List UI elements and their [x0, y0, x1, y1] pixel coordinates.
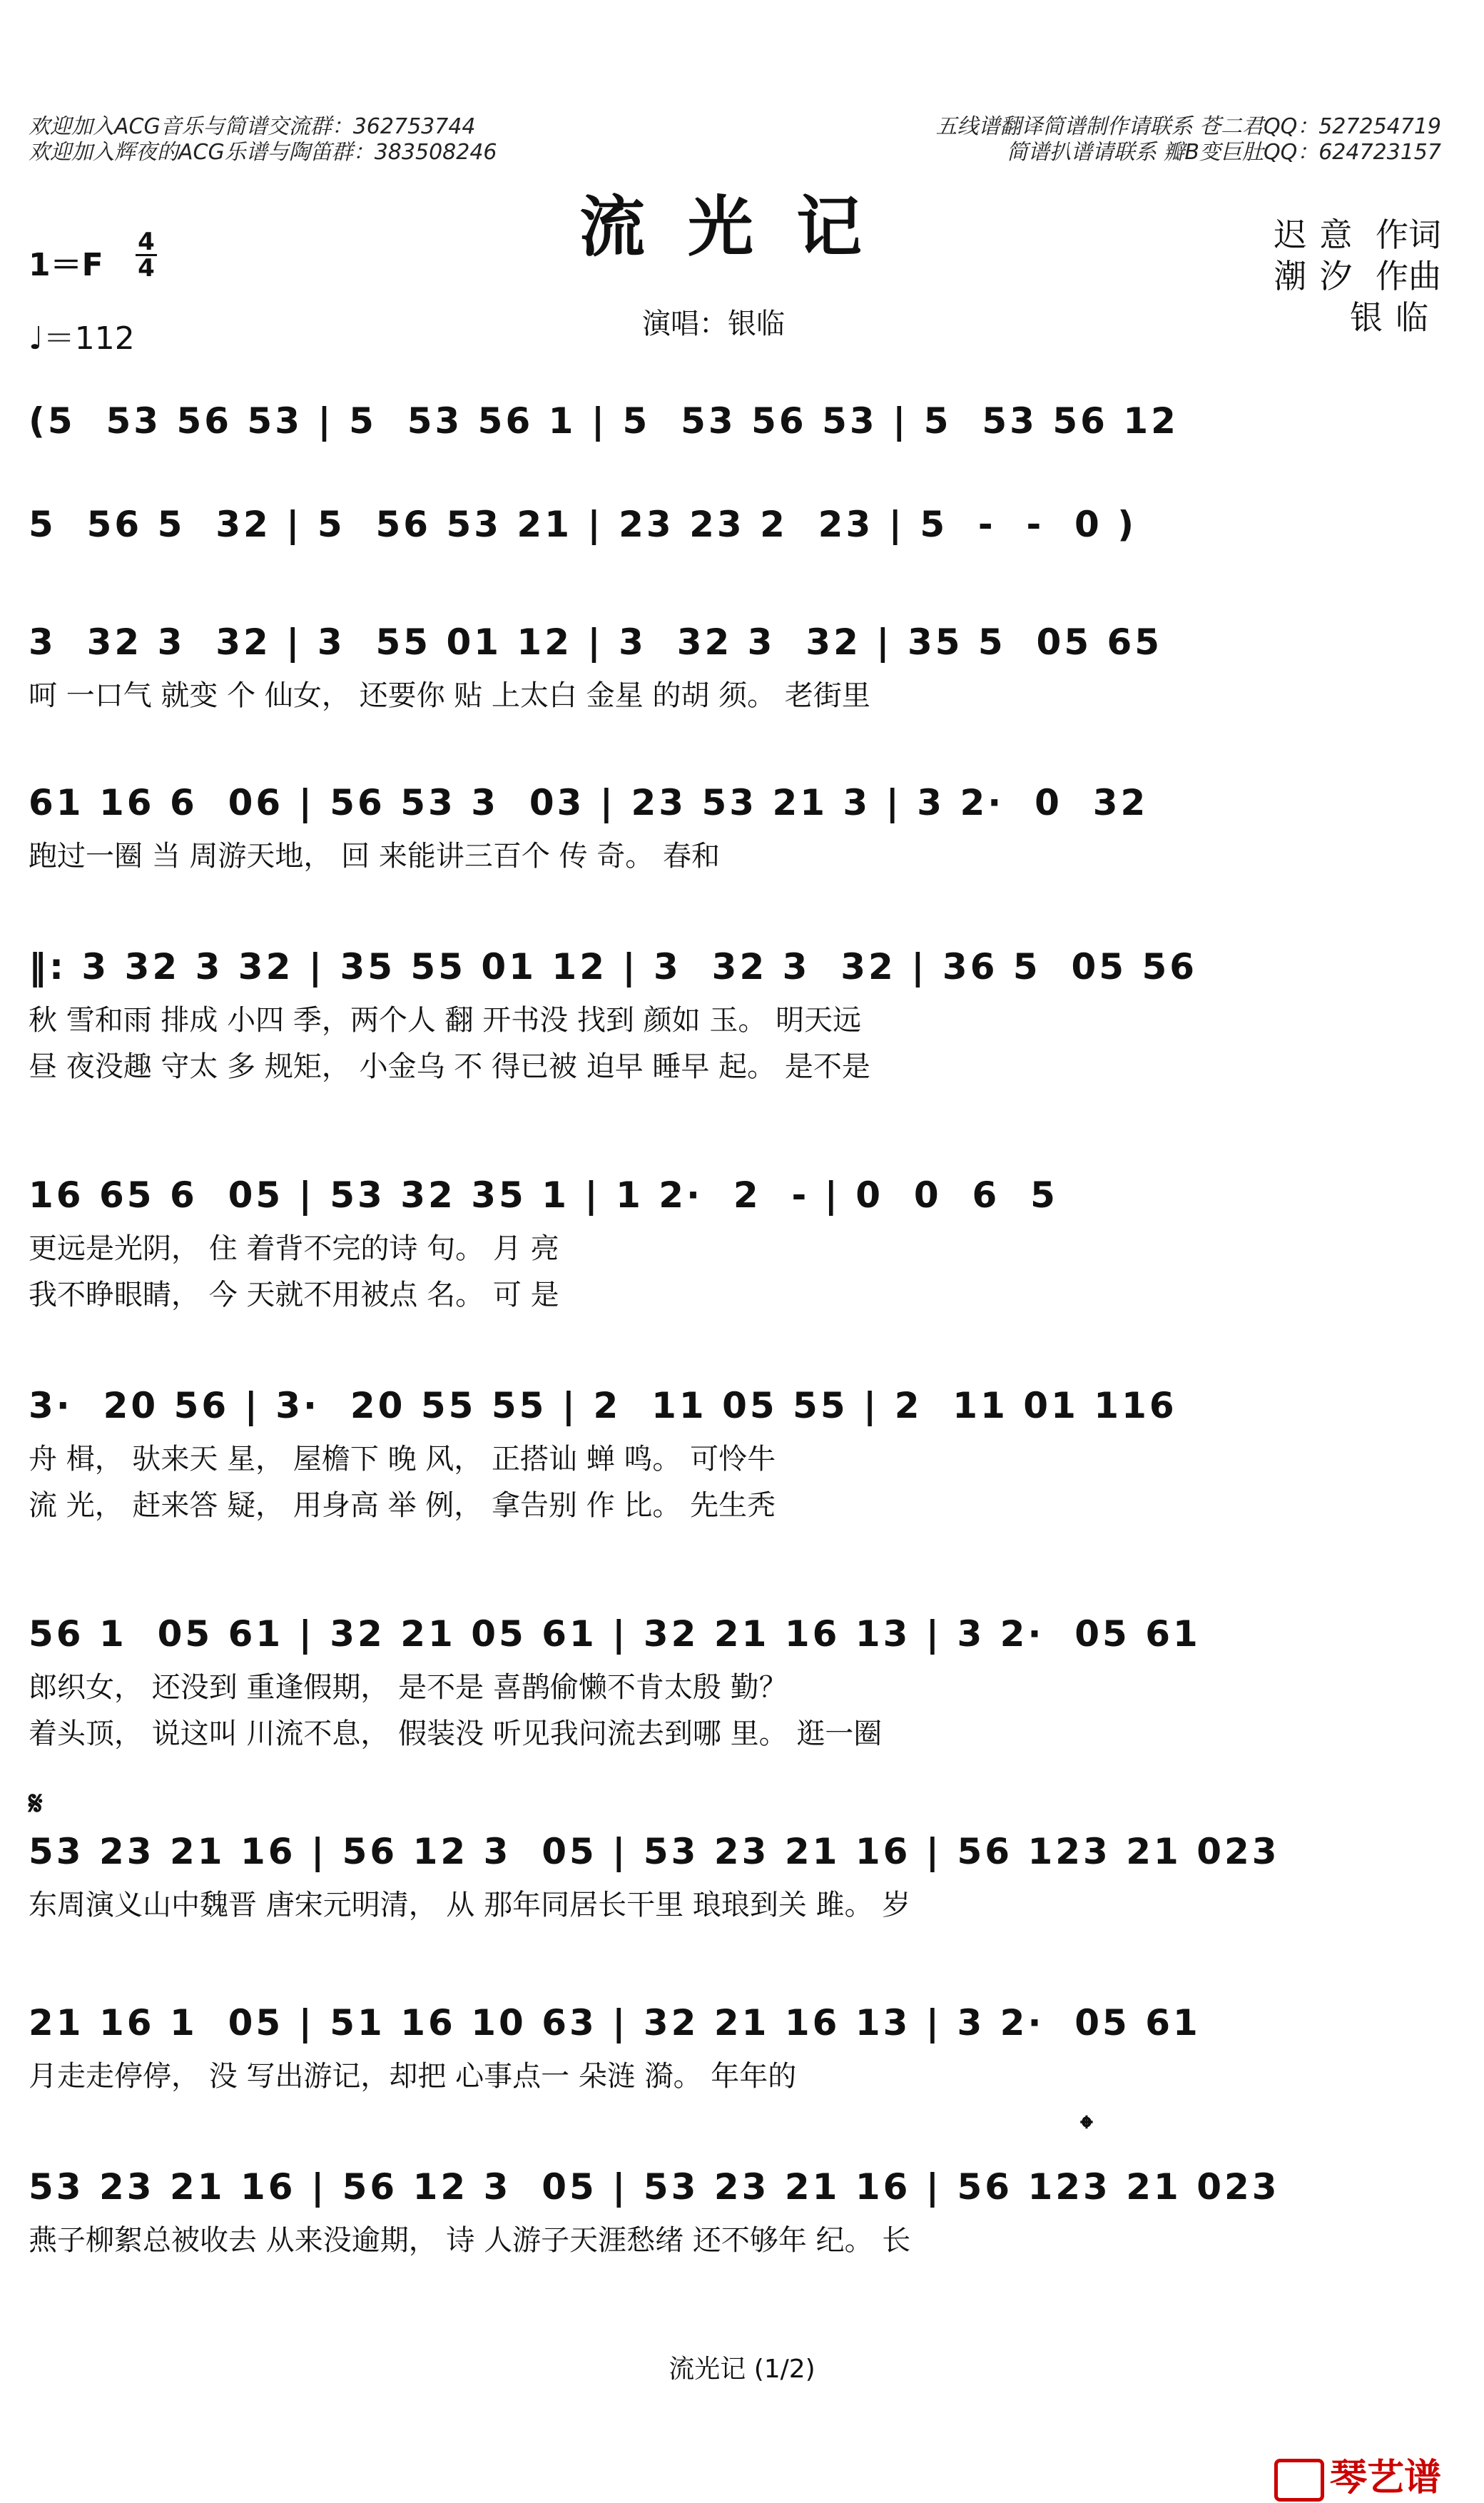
lyric-line-verse-2: 昼 夜没趣 守太 多 规矩， 小金乌 不 得已被 迫早 睡早 起。 是不是	[29, 1050, 870, 1083]
time-sig-top: 4	[138, 228, 155, 256]
lyric-line-verse-1: 舟 楫， 驮来天 星， 屋檐下 晚 风， 正搭讪 蝉 鸣。 可怜牛	[29, 1443, 776, 1476]
header-right-line-1: 五线谱翻译简谱制作请联系 苍二君QQ：527254719	[935, 114, 1441, 139]
lyric-line-verse-1: 东周演义山中魏晋 唐宋元明清， 从 那年同居长干里 琅琅到关 雎。 岁	[29, 1889, 911, 1921]
lyric-line-verse-1: 呵 一口气 就变 个 仙女， 还要你 贴 上太白 金星 的胡 须。 老街里	[29, 679, 870, 712]
singer-credit: 演唱：银临	[642, 308, 785, 340]
coda-icon: 𝄌	[1081, 2108, 1092, 2147]
notation-line: 5 56 5 32 | 5 56 53 21 | 23 23 2 23 | 5 - - 0 )	[29, 504, 1137, 545]
credit-role: 作词	[1376, 215, 1441, 254]
time-signature	[136, 228, 157, 283]
credit-composer	[1274, 255, 1441, 297]
notation-line: 16 65 6 05 | 53 32 35 1 | 1 2· 2 - | 0 0 6 5	[29, 1174, 1058, 1216]
lyric-line-verse-1: 更远是光阴， 住 着背不完的诗 句。 月 亮	[29, 1232, 559, 1265]
header-left-line-1: 欢迎加入ACG音乐与简谱交流群：362753744	[29, 114, 476, 139]
credit-name: 潮汐	[1274, 257, 1366, 295]
credit-lyricist	[1274, 214, 1441, 255]
logo-icon	[1274, 2459, 1324, 2502]
notation-line: 53 23 21 16 | 56 12 3 05 | 53 23 21 16 | 56 123 21 023	[29, 2166, 1280, 2208]
header-left-line-2: 欢迎加入辉夜的ACG乐谱与陶笛群：383508246	[29, 140, 497, 165]
notation-line: 3 32 3 32 | 3 55 01 12 | 3 32 3 32 | 35 5 05 65	[29, 621, 1163, 663]
time-sig-bottom: 4	[136, 254, 157, 280]
segno-icon: 𝄋	[29, 1784, 43, 1822]
lyric-line-verse-2: 我不睁眼睛， 今 天就不用被点 名。 可 是	[29, 1279, 559, 1311]
lyric-line-verse-1: 燕子柳絮总被收去 从来没逾期， 诗 人游子天涯愁绪 还不够年 纪。 长	[29, 2224, 911, 2257]
site-logo	[1274, 2447, 1441, 2502]
credit-composer-2	[1274, 297, 1441, 338]
notation-line: 61 16 6 06 | 56 53 3 03 | 23 53 21 3 | 3 2· 0 32	[29, 782, 1149, 823]
notation-line: (5 53 56 53 | 5 53 56 1 | 5 53 56 53 | 5 53 56 12	[29, 400, 1179, 442]
lyric-line-verse-1: 月走走停停， 没 写出游记，却把 心事点一 朵涟 漪。 年年的	[29, 2060, 797, 2093]
song-title: 流光记	[579, 188, 905, 265]
tempo-marking: ♩＝112	[29, 320, 135, 357]
credit-name: 银临	[1350, 298, 1441, 337]
credit-role: 作曲	[1376, 257, 1441, 295]
key-signature: 1＝F	[29, 247, 103, 283]
lyric-line-verse-1: 跑过一圈 当 周游天地， 回 来能讲三百个 传 奇。 春和	[29, 840, 721, 873]
logo-text: 琴艺谱	[1329, 2457, 1441, 2499]
notation-line: 21 16 1 05 | 51 16 10 63 | 32 21 16 13 | 3 2· 05 61	[29, 2002, 1201, 2043]
header-right-line-2: 简谱扒谱请联系 瓣B变巨肚QQ：624723157	[1006, 140, 1441, 165]
notation-line: 3· 20 56 | 3· 20 55 55 | 2 11 05 55 | 2 11 01 116	[29, 1385, 1177, 1426]
notation-line: 53 23 21 16 | 56 12 3 05 | 53 23 21 16 | 56 123 21 023	[29, 1831, 1280, 1872]
lyric-line-verse-2: 着头顶， 说这叫 川流不息， 假装没 听见我问流去到哪 里。 逛一圈	[29, 1717, 883, 1750]
lyric-line-verse-1: 秋 雪和雨 排成 小四 季，两个人 翻 开书没 找到 颜如 玉。 明天远	[29, 1004, 862, 1037]
credit-name: 迟意	[1274, 215, 1366, 254]
notation-line: 56 1 05 61 | 32 21 05 61 | 32 21 16 13 | 3 2· 05 61	[29, 1613, 1201, 1655]
credits-block	[1274, 214, 1441, 338]
notation-line: ‖: 3 32 3 32 | 35 55 01 12 | 3 32 3 32 | 36 5 05 56	[29, 946, 1198, 988]
lyric-line-verse-1: 郎织女， 还没到 重逢假期， 是不是 喜鹊偷懒不肯太殷 勤？	[29, 1671, 788, 1704]
page-label: 流光记 (1/2)	[669, 2355, 815, 2384]
lyric-line-verse-2: 流 光， 赶来答 疑， 用身高 举 例， 拿告别 作 比。 先生秃	[29, 1489, 776, 1522]
